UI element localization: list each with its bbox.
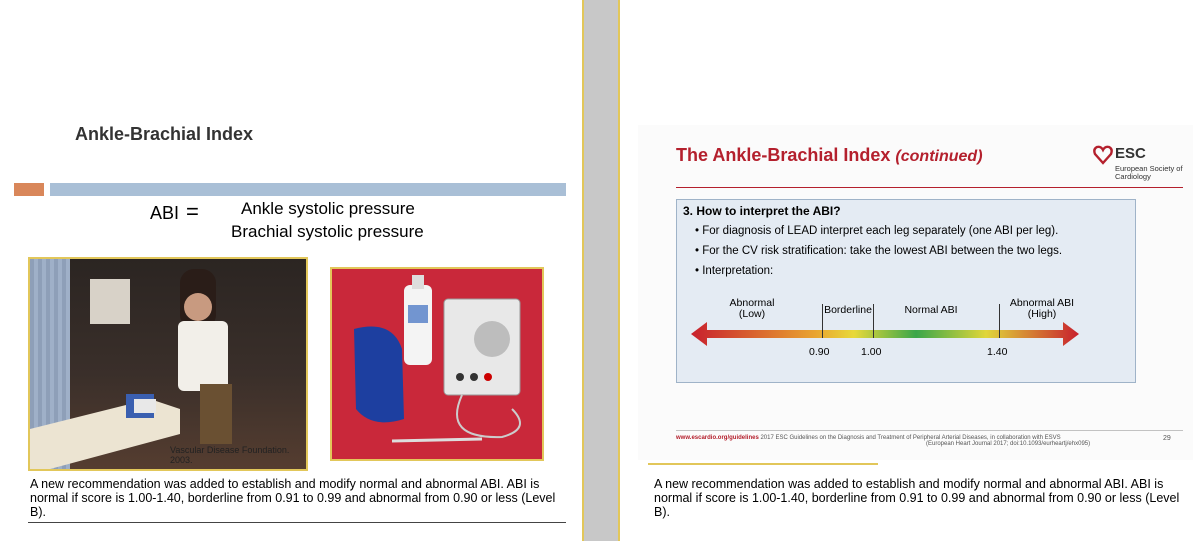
question-heading: 3. How to interpret the ABI? <box>683 204 841 218</box>
doppler-device-photo <box>330 267 544 461</box>
esc-footer-text: 2017 ESC Guidelines on the Diagnosis and Treatment of Peripheral Arterial Diseases, in collaboration with ESVS <box>760 435 1061 441</box>
bullet-1: • For diagnosis of LEAD interpret each leg separately (one ABI per leg). <box>695 225 1059 237</box>
tick-label-100: 1.00 <box>861 346 882 358</box>
right-slide <box>620 0 1200 541</box>
esc-footer-rule <box>676 430 1183 431</box>
formula-lhs: ABI <box>150 203 180 223</box>
tick-090 <box>822 304 823 338</box>
zone-label-abnormal-high: Abnormal ABI (High) <box>1009 297 1075 320</box>
left-slide <box>0 0 582 541</box>
left-footer-text: A new recommendation was added to establish and modify normal and abnormal ABI. ABI is normal if score is 1.00-1.40, borderline from 0.91 to 0.99 and abnormal from 0.90 or less (Level B). <box>30 477 556 519</box>
accent-bar-blue <box>50 183 566 196</box>
esc-logo-subtitle: European Society of Cardiology <box>1115 164 1183 181</box>
abi-scale-arrow <box>677 314 1133 354</box>
gap-between-slides <box>584 0 618 541</box>
zone-label-normal: Normal ABI <box>904 304 958 316</box>
tick-label-140: 1.40 <box>987 346 1008 358</box>
tick-140 <box>999 304 1000 338</box>
formula-denominator: Brachial systolic pressure <box>231 222 424 241</box>
esc-logo <box>1093 143 1183 203</box>
esc-footer-url[interactable]: www.escardio.org/guidelines <box>676 435 759 441</box>
formula-equals: = <box>186 199 199 224</box>
bullet-2: • For the CV risk stratification: take the lowest ABI between the two legs. <box>695 245 1063 257</box>
esc-title-suffix: (continued) <box>895 148 983 165</box>
abi-measurement-photo <box>28 257 308 471</box>
slide-title: Ankle-Brachial Index <box>75 124 254 144</box>
right-footer-text: A new recommendation was added to establish and modify normal and abnormal ABI. ABI is normal if score is 1.00-1.40, borderline from 0.91 to 0.99 and abnormal from 0.90 or less (Level B). <box>654 477 1180 519</box>
photo-illustration-icon <box>30 259 306 469</box>
accent-bar-orange <box>14 183 44 196</box>
photo-credit: Vascular Disease Foundation. 2003. <box>170 445 290 465</box>
left-footer-rule <box>28 522 566 523</box>
doppler-device-icon <box>332 269 542 459</box>
esc-footer <box>676 435 1183 447</box>
esc-page-number: 29 <box>1163 435 1171 442</box>
bullet-3: • Interpretation: <box>695 265 774 277</box>
heart-icon <box>1093 145 1113 165</box>
esc-title-main: The Ankle-Brachial Index <box>676 145 891 165</box>
right-accent-line <box>648 463 878 465</box>
esc-footer-ref: (European Heart Journal 2017; doi:10.1093/eurheartj/ehx095) <box>926 441 1091 447</box>
esc-logo-text: ESC <box>1115 145 1146 162</box>
tick-label-090: 0.90 <box>809 346 830 358</box>
formula-numerator: Ankle systolic pressure <box>241 199 415 218</box>
interpretation-box <box>676 199 1136 383</box>
tick-100 <box>873 304 874 338</box>
zone-label-borderline: Borderline <box>824 304 872 316</box>
esc-title <box>676 145 983 166</box>
esc-guideline-slide <box>638 125 1193 460</box>
zone-label-abnormal-low: Abnormal (Low) <box>729 297 775 320</box>
esc-title-rule <box>676 187 1183 188</box>
